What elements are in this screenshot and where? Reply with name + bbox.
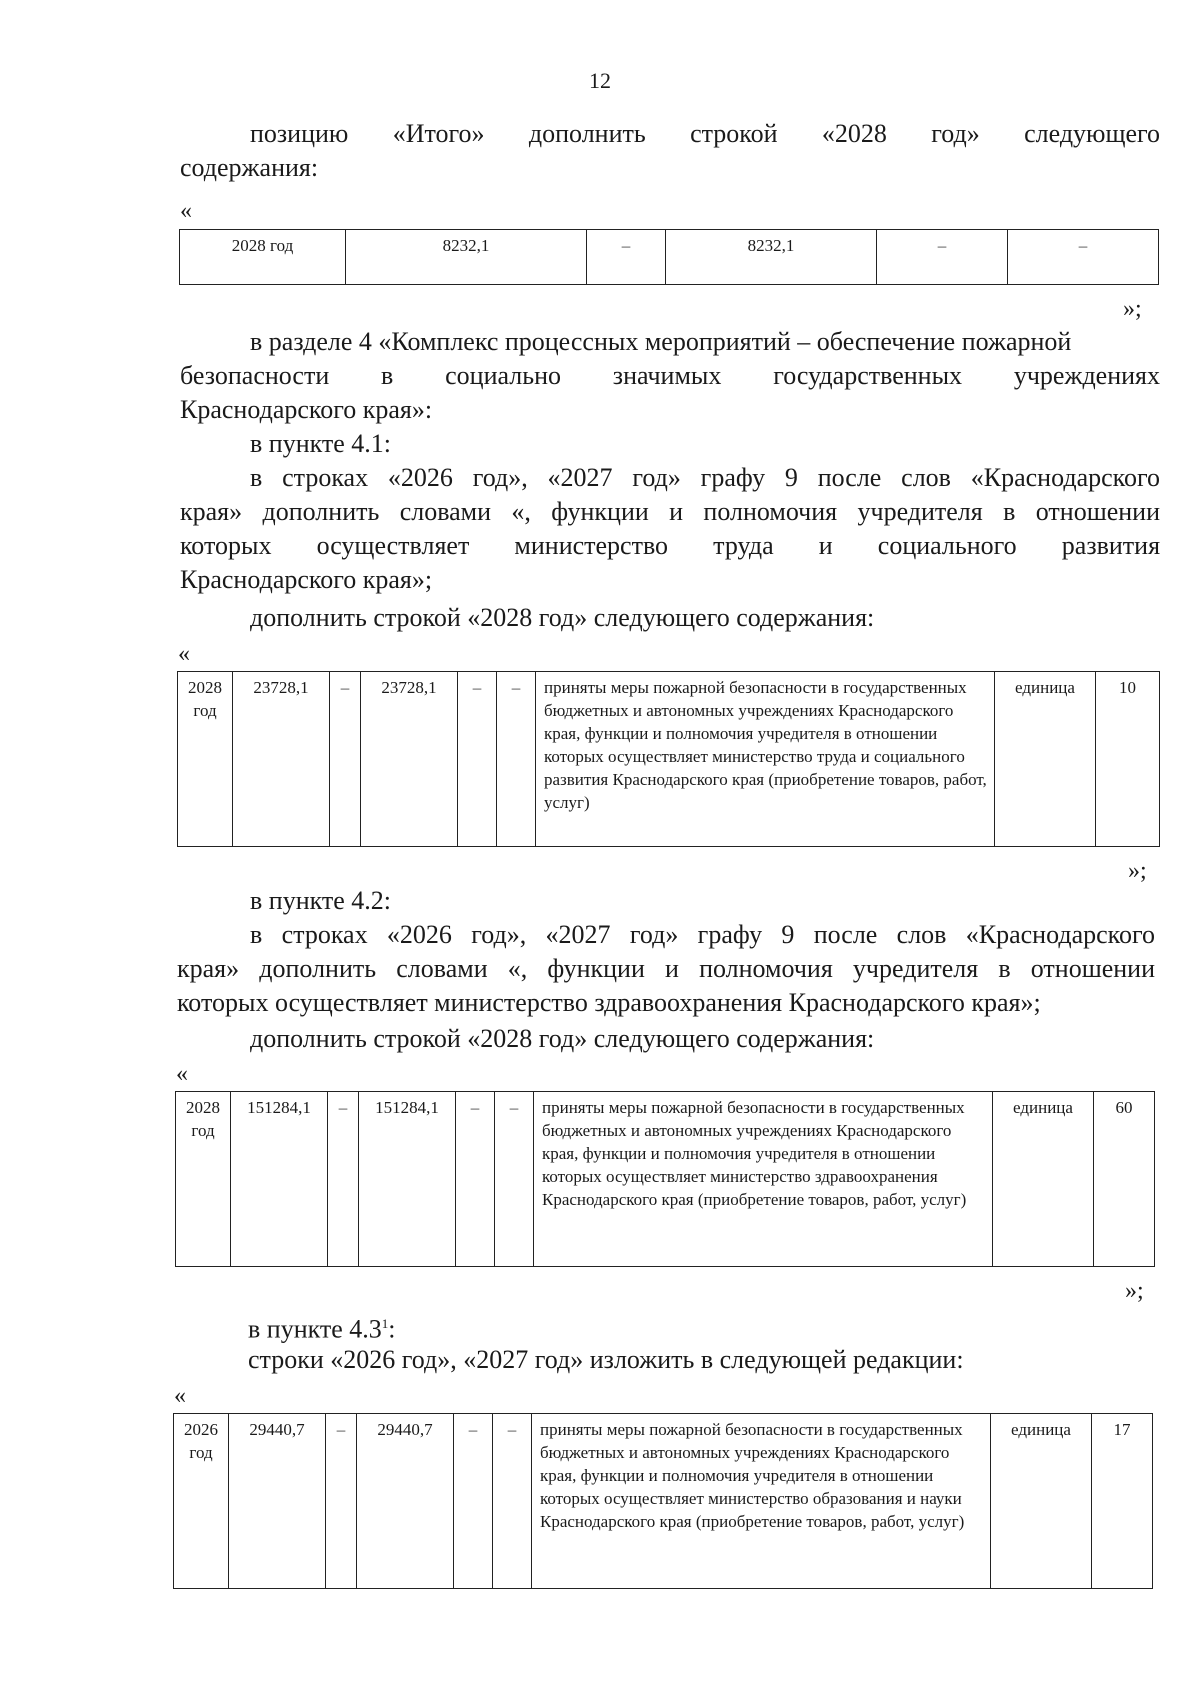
table-itogo-2028 (179, 229, 1159, 285)
open-quote: « (180, 198, 192, 224)
cell-dash: – (877, 230, 1008, 285)
cell-dash: – (326, 1414, 357, 1589)
table-p42-2028 (175, 1091, 1155, 1267)
p42-line3: которых осуществляет министерство здравоохранения Краснодарского края»; (177, 988, 1041, 1017)
open-quote: « (178, 641, 190, 667)
p42-title: в пункте 4.2: (250, 886, 392, 915)
cell-total: 8232,1 (346, 230, 587, 285)
table-p431-2026 (173, 1413, 1153, 1589)
p431-title: в пункте $4.3^1$: (248, 1314, 396, 1344)
cell-description: приняты меры пожарной безопасности в государственных бюджетных и автономных учреждениях Краснодарского края, функции и полномочия учредителя в отношении которых осуществляет министерство образования и науки Краснодарского края (приобретение товаров, работ, услуг) (532, 1414, 991, 1589)
cell-dash: – (330, 672, 361, 847)
paragraph-itogo-line2: содержания: (180, 153, 319, 182)
p41-line3: которых осуществляет министерство труда и социального развития (180, 531, 1161, 560)
cell-dash: – (1008, 230, 1159, 285)
p41-title: в пункте 4.1: (250, 429, 392, 458)
p42-line2: края» дополнить словами «, функции и полномочия учредителя в отношении (177, 954, 1155, 983)
p42-add-row: дополнить строкой «2028 год» следующего содержания: (250, 1024, 875, 1053)
cell-dash: – (328, 1092, 359, 1267)
cell-dash: – (454, 1414, 493, 1589)
table-row (174, 1414, 1153, 1589)
p41-add-row: дополнить строкой «2028 год» следующего содержания: (250, 603, 875, 632)
table-row (176, 1092, 1155, 1267)
cell-unit: единица (995, 672, 1096, 847)
table-p41-2028 (177, 671, 1160, 847)
p41-line1: в строках «2026 год», «2027 год» графу 9 после слов «Краснодарского (250, 463, 1160, 492)
p42-line1: в строках «2026 год», «2027 год» графу 9 после слов «Краснодарского (250, 920, 1155, 949)
cell-total: 151284,1 (231, 1092, 328, 1267)
cell-quantity: 17 (1092, 1414, 1153, 1589)
cell-dash: – (495, 1092, 534, 1267)
cell-quantity: 10 (1096, 672, 1160, 847)
cell-regional: 8232,1 (666, 230, 877, 285)
cell-quantity: 60 (1094, 1092, 1155, 1267)
p41-line2: края» дополнить словами «, функции и полномочия учредителя в отношении (180, 497, 1160, 526)
section4-line2: безопасности в социально значимых государственных учреждениях (180, 361, 1160, 390)
open-quote: « (174, 1383, 186, 1409)
cell-year: 2028 год (176, 1092, 231, 1267)
cell-total: 29440,7 (229, 1414, 326, 1589)
cell-year: 2026 год (174, 1414, 229, 1589)
cell-regional: 151284,1 (359, 1092, 456, 1267)
cell-unit: единица (993, 1092, 1094, 1267)
section4-line1: в разделе 4 «Комплекс процессных мероприятий – обеспечение пожарной (250, 327, 1072, 356)
cell-year: 2028 год (178, 672, 233, 847)
cell-dash: – (497, 672, 536, 847)
cell-dash: – (458, 672, 497, 847)
p41-line4: Краснодарского края»; (180, 565, 433, 594)
cell-regional: 29440,7 (357, 1414, 454, 1589)
cell-unit: единица (991, 1414, 1092, 1589)
section4-line3: Краснодарского края»: (180, 395, 433, 424)
p431-line1: строки «2026 год», «2027 год» изложить в следующей редакции: (248, 1345, 964, 1374)
cell-description: приняты меры пожарной безопасности в государственных бюджетных и автономных учреждениях Краснодарского края, функции и полномочия учредителя в отношении которых осуществляет министерство здравоохранения Краснодарского края (приобретение товаров, работ, услуг) (534, 1092, 993, 1267)
cell-total: 23728,1 (233, 672, 330, 847)
cell-description: приняты меры пожарной безопасности в государственных бюджетных и автономных учреждениях Краснодарского края, функции и полномочия учредителя в отношении которых осуществляет министерство труда и социального развития Краснодарского края (приобретение товаров, работ, услуг) (536, 672, 995, 847)
page-number: 12 (589, 68, 611, 93)
cell-dash: – (493, 1414, 532, 1589)
table-row (180, 230, 1159, 285)
paragraph-itogo-line1: позицию «Итого» дополнить строкой «2028 год» следующего (250, 119, 1161, 148)
close-quote: »; (1125, 1278, 1144, 1304)
cell-dash: – (456, 1092, 495, 1267)
close-quote: »; (1123, 296, 1142, 322)
cell-regional: 23728,1 (361, 672, 458, 847)
cell-dash: – (587, 230, 666, 285)
close-quote: »; (1128, 858, 1147, 884)
open-quote: « (176, 1061, 188, 1087)
cell-year: 2028 год (180, 230, 346, 285)
table-row (178, 672, 1160, 847)
